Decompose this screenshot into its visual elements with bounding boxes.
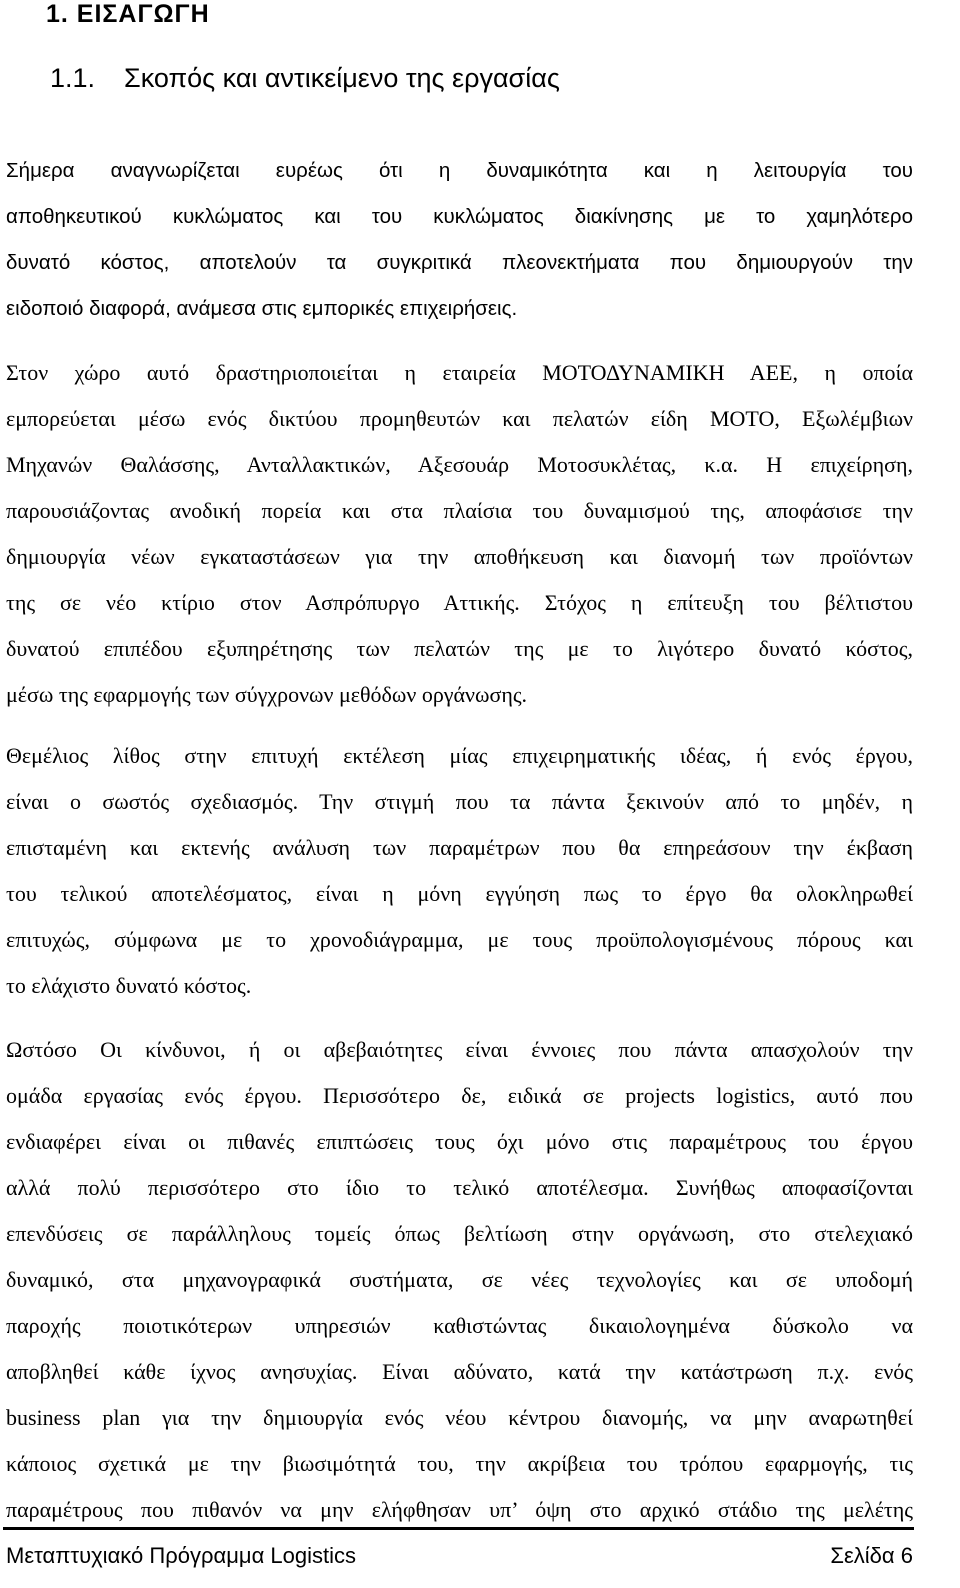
paragraph-line: ομάδα εργασίας ενός έργου. Περισσότερο δε, ειδικά σε projects logistics, αυτό που	[6, 1083, 913, 1108]
paragraph-line: της σε νέο κτίριο στον Ασπρόπυργο Αττικής. Στόχος η επίτευξη του βέλτιστου	[6, 590, 913, 615]
paragraph-risks	[6, 1027, 913, 1533]
section-title: Σκοπός και αντικείμενο της εργασίας	[124, 63, 560, 93]
paragraph-line: επισταμένη και εκτενής ανάλυση των παραμέτρων που θα επηρεάσουν την έκβαση	[6, 835, 913, 860]
paragraph-line: παραμέτρους που πιθανόν να μην ελήφθησαν υπ’ όψη στο αρχικό στάδιο της μελέτης	[6, 1497, 913, 1522]
paragraph-intro	[6, 148, 913, 332]
paragraph-line: δημιουργία νέων εγκαταστάσεων για την αποθήκευση και διανομή των προϊόντων	[6, 544, 913, 569]
paragraph-line: εμπορεύεται μέσω ενός δικτύου προμηθευτών και πελατών είδη ΜΟΤΟ, Εξωλέμβιων	[6, 406, 913, 431]
chapter-heading: 1. ΕΙΣΑΓΩΓΗ	[46, 0, 210, 28]
paragraph-line: ενδιαφέρει είναι οι πιθανές επιπτώσεις τους όχι μόνο στις παραμέτρους του έργου	[6, 1129, 913, 1154]
paragraph-line: κάποιος σχετικά με την βιωσιμότητά του, την ακρίβεια του τρόπου εφαρμογής, τις	[6, 1451, 913, 1476]
paragraph-line: Θεμέλιος λίθος στην επιτυχή εκτέλεση μίας επιχειρηματικής ιδέας, ή ενός έργου,	[6, 743, 913, 768]
paragraph-line: του τελικού αποτελέσματος, είναι η μόνη εγγύηση πως το έργο θα ολοκληρωθεί	[6, 881, 913, 906]
paragraph-line: Στον χώρο αυτό δραστηριοποιείται η εταιρεία ΜΟΤΟΔΥΝΑΜΙΚΗ ΑΕΕ, η οποία	[6, 360, 913, 385]
paragraph-line: ειδοποιό διαφορά, ανάμεσα στις εμπορικές επιχειρήσεις.	[6, 297, 518, 320]
paragraph-line: είναι ο σωστός σχεδιασμός. Την στιγμή που τα πάντα ξεκινούν από το μηδέν, η	[6, 789, 913, 814]
paragraph-line: business plan για την δημιουργία ενός νέου κέντρου διανομής, να μην αναρωτηθεί	[6, 1405, 913, 1430]
paragraph-line: παρουσιάζοντας ανοδική πορεία και στα πλαίσια του δυναμισμού της, αποφάσισε την	[6, 498, 913, 523]
paragraph-line: επενδύσεις σε παράλληλους τομείς όπως βελτίωση στην οργάνωση, στο στελεχιακό	[6, 1221, 913, 1246]
footer-divider	[3, 1527, 914, 1530]
paragraph-line: δυνατού επιπέδου εξυπηρέτησης των πελατών της με το λιγότερο δυνατό κόστος,	[6, 636, 913, 661]
paragraph-line: Ωστόσο Οι κίνδυνοι, ή οι αβεβαιότητες είναι έννοιες που πάντα απασχολούν την	[6, 1037, 913, 1062]
section-heading	[50, 60, 560, 96]
paragraph-planning	[6, 733, 913, 1009]
paragraph-line: Μηχανών Θαλάσσης, Ανταλλακτικών, Αξεσουάρ Μοτοσυκλέτας, κ.α. Η επιχείρηση,	[6, 452, 913, 477]
footer-program-name: Μεταπτυχιακό Πρόγραμμα Logistics	[6, 1543, 357, 1568]
paragraph-line: μέσω της εφαρμογής των σύγχρονων μεθόδων οργάνωσης.	[6, 682, 528, 707]
paragraph-line: το ελάχιστο δυνατό κόστος.	[6, 973, 252, 998]
paragraph-line: αλλά πολύ περισσότερο στο ίδιο το τελικό αποτέλεσμα. Συνήθως αποφασίζονται	[6, 1175, 913, 1200]
page-footer	[6, 1539, 913, 1573]
section-number: 1.1.	[50, 63, 96, 93]
paragraph-line: αποθηκευτικού κυκλώματος και του κυκλώματος διακίνησης με το χαμηλότερο	[6, 205, 913, 228]
paragraph-company	[6, 350, 913, 718]
paragraph-line: παροχής ποιοτικότερων υπηρεσιών καθιστώντας δικαιολογημένα δύσκολο να	[6, 1313, 913, 1338]
paragraph-line: αποβληθεί κάθε ίχνος ανησυχίας. Είναι αδύνατο, κατά την κατάστρωση π.χ. ενός	[6, 1359, 913, 1384]
paragraph-line: δυναμικό, στα μηχανογραφικά συστήματα, σε νέες τεχνολογίες και σε υποδομή	[6, 1267, 913, 1292]
paragraph-line: επιτυχώς, σύμφωνα με το χρονοδιάγραμμα, με τους προϋπολογισμένους πόρους και	[6, 927, 913, 952]
paragraph-line: Σήμερα αναγνωρίζεται ευρέως ότι η δυναμικότητα και η λειτουργία του	[6, 159, 913, 182]
footer-page-number: Σελίδα 6	[830, 1543, 913, 1568]
paragraph-line: δυνατό κόστος, αποτελούν τα συγκριτικά πλεονεκτήματα που δημιουργούν την	[6, 251, 913, 274]
